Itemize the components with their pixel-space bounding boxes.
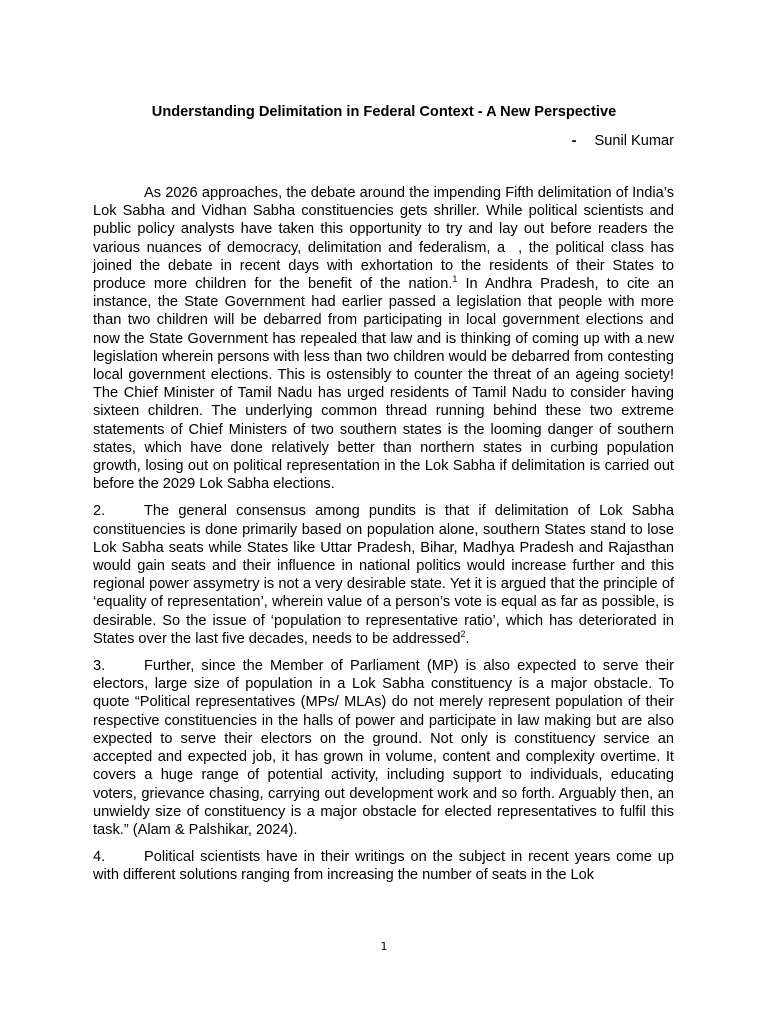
- paragraph-1: [93, 184, 674, 493]
- paragraph-3: [93, 657, 674, 839]
- paragraph-text-continued: .: [465, 630, 470, 647]
- paragraph-4: [93, 848, 674, 884]
- footnote-marker-2[interactable]: 2: [460, 628, 466, 639]
- author-line: [572, 131, 674, 151]
- page-number: 1: [380, 940, 388, 953]
- paragraph-text: As 2026 approaches, the debate around the impending Fifth delimitation of India’s Lok Sabha and Vidhan Sabha constituencies gets shriller. While political scientists and public policy analysts have taken this opportunity to try and lay out before readers the various nuances of democracy, delimitation and federalism, a , the political class has joined the debate in recent days with exhortation to the residents of their States to produce more children for the benefit of the nation.: [93, 185, 674, 293]
- paragraph-text: Further, since the Member of Parliament (MP) is also expected to serve their electors, large size of population in a Lok Sabha constituency is a major obstacle. To quote “Political representatives (MPs/ MLAs) do not merely represent population of their respective constituencies in the halls of power and participate in law making but are also expected to serve their electors on the ground. Not only is constituency service an accepted and expected job, it has grown in volume, content and complexity overtime. It covers a huge range of potential activity, including support to individuals, educating voters, grievance chasing, carrying out development work and so forth. Arguably then, an unwieldy size of constituency is a major obstacle for elected representatives to fulfil this task.” (Alam & Palshikar, 2024).: [93, 658, 674, 838]
- document-body: [93, 184, 674, 894]
- paragraph-text: The general consensus among pundits is that if delimitation of Lok Sabha constituencies is done primarily based on population alone, southern States stand to lose Lok Sabha seats while States like Uttar Pradesh, Bihar, Madhya Pradesh and Rajasthan would gain seats and their influence in national politics would increase further and this regional power assymetry is not a very desirable state. Yet it is argued that the principle of ‘equality of representation’, wherein value of a person’s vote is equal as far as possible, is desirable. So the issue of ‘population to representative ratio’, which has deteriorated in States over the last five decades, needs to be addressed: [93, 503, 674, 647]
- paragraph-text: Political scientists have in their writings on the subject in recent years come up with different solutions ranging from increasing the number of seats in the Lok: [93, 849, 674, 884]
- footnote-marker-1[interactable]: 1: [452, 274, 458, 285]
- author-name: Sunil Kumar: [594, 133, 674, 149]
- paragraph-2: [93, 502, 674, 648]
- paragraph-number: 4.: [93, 849, 106, 866]
- paragraph-text-continued: In Andhra Pradesh, to cite an instance, the State Government had earlier passed a legislation that people with more than two children will be debarred from participating in local government elections and now the State Government has repealed that law and is thinking of coming up with a new legislation wherein persons with less than two children would be debarred from contesting local government elections. This is ostensibly to counter the threat of an ageing society! The Chief Minister of Tamil Nadu has urged residents of Tamil Nadu to consider having sixteen children. The underlying common thread running behind these two extreme statements of Chief Ministers of two southern states is the looming danger of southern states, which have done relatively better than northern states in curbing population growth, losing out on political representation in the Lok Sabha if delimitation is carried out before the 2029 Lok Sabha elections.: [93, 276, 674, 493]
- document-title: Understanding Delimitation in Federal Context - A New Perspective: [151, 104, 617, 120]
- author-dash: -: [571, 133, 577, 149]
- paragraph-number: 3.: [93, 658, 106, 675]
- paragraph-number: 2.: [93, 503, 106, 520]
